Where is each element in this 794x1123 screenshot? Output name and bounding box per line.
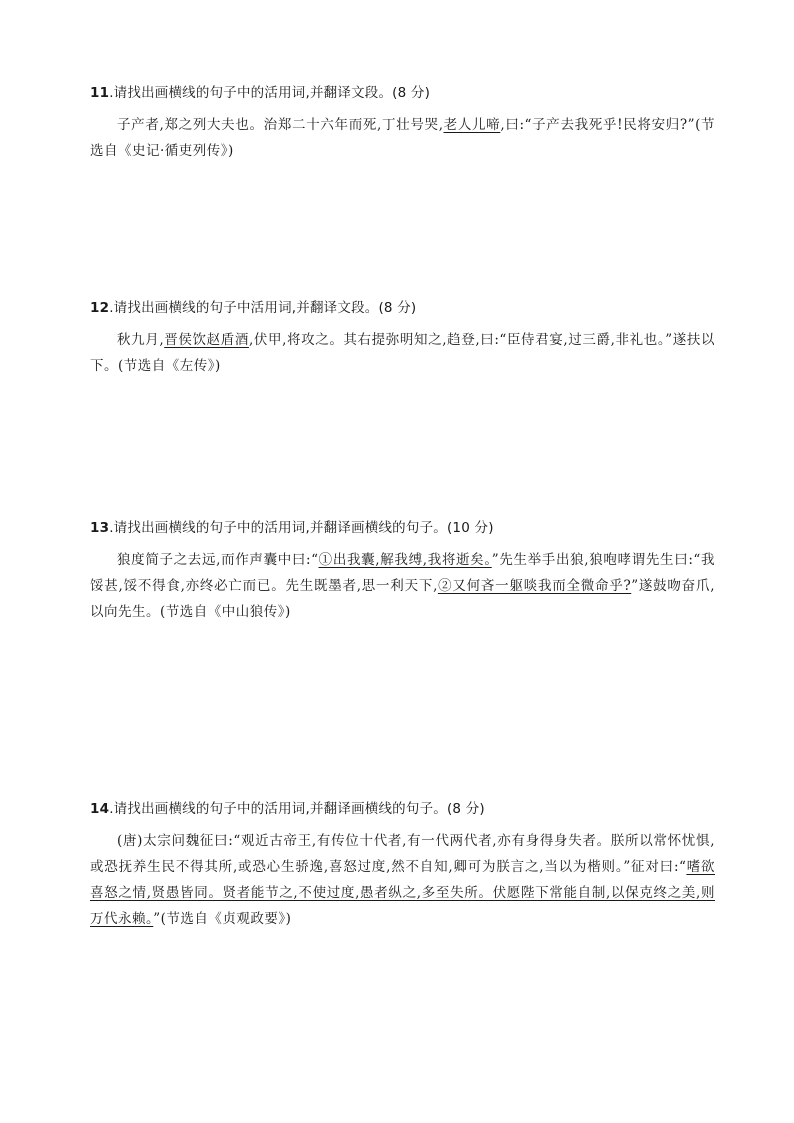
passage-text: ”(节选自《贞观政要》) [153,911,292,927]
question-passage [90,828,715,932]
question-13 [90,518,715,625]
question-number: 11 [90,85,110,101]
question-14 [90,799,715,932]
passage-text: ”先生举手出狼,狼咆哮谓先生曰:“我馁甚,馁不得食,亦终必亡而已。先生既墨者,思一利天下, [90,552,715,594]
question-11 [90,83,715,164]
question-number: 14 [90,801,110,817]
question-prompt: .请找出画横线的句子中的活用词,并翻译画横线的句子。(8 分) [109,801,485,817]
underlined-sentence: 老人儿啼 [443,117,501,133]
question-passage [90,112,715,164]
passage-text: 狼度简子之去远,而作声囊中曰:“ [117,552,319,568]
question-title [90,518,715,538]
question-title [90,83,715,103]
passage-text: 子产者,郑之列大夫也。治郑二十六年而死,丁壮号哭, [117,117,444,133]
question-passage [90,547,715,625]
underlined-sentence: ①出我囊,解我缚,我将逝矣。 [318,552,492,568]
question-title [90,799,715,819]
underlined-sentence: 晋侯饮赵盾酒 [164,332,249,348]
question-prompt: .请找出画横线的句子中的活用词,并翻译文段。(8 分) [109,85,431,101]
passage-text: (唐)太宗问魏征曰:“观近古帝王,有传位十代者,有一代两代者,亦有身得身失者。朕所以常怀忧惧,或恐抚养生民不得其所,或恐心生骄逸,喜怒过度,然不自知,卿可为朕言之,当以为楷则。”征对曰:“ [90,833,715,875]
question-12 [90,298,715,379]
passage-text: 秋九月, [117,332,165,348]
passage-text: ,曰:“子产去我死乎!民将安归?”(节选自《史记·循吏列传》) [90,117,716,159]
question-passage [90,327,715,379]
question-title [90,298,715,318]
question-prompt: .请找出画横线的句子中活用词,并翻译文段。(8 分) [109,300,417,316]
underlined-sentence: ②又何吝一躯啖我而全微命乎? [437,578,632,594]
underlined-sentence: 嗜欲喜怒之情,贤愚皆同。贤者能节之,不使过度,愚者纵之,多至失所。伏愿陛下常能自制,以保克终之美,则万代永赖。 [90,859,715,927]
passage-text: ,伏甲,将攻之。其右提弥明知之,趋登,曰:“臣侍君宴,过三爵,非礼也。”遂扶以下。(节选自《左传》) [90,332,715,374]
question-number: 13 [90,520,110,536]
passage-text: ”遂鼓吻奋爪,以向先生。(节选自《中山狼传》) [90,578,715,620]
question-prompt: .请找出画横线的句子中的活用词,并翻译画横线的句子。(10 分) [109,520,494,536]
question-number: 12 [90,300,110,316]
